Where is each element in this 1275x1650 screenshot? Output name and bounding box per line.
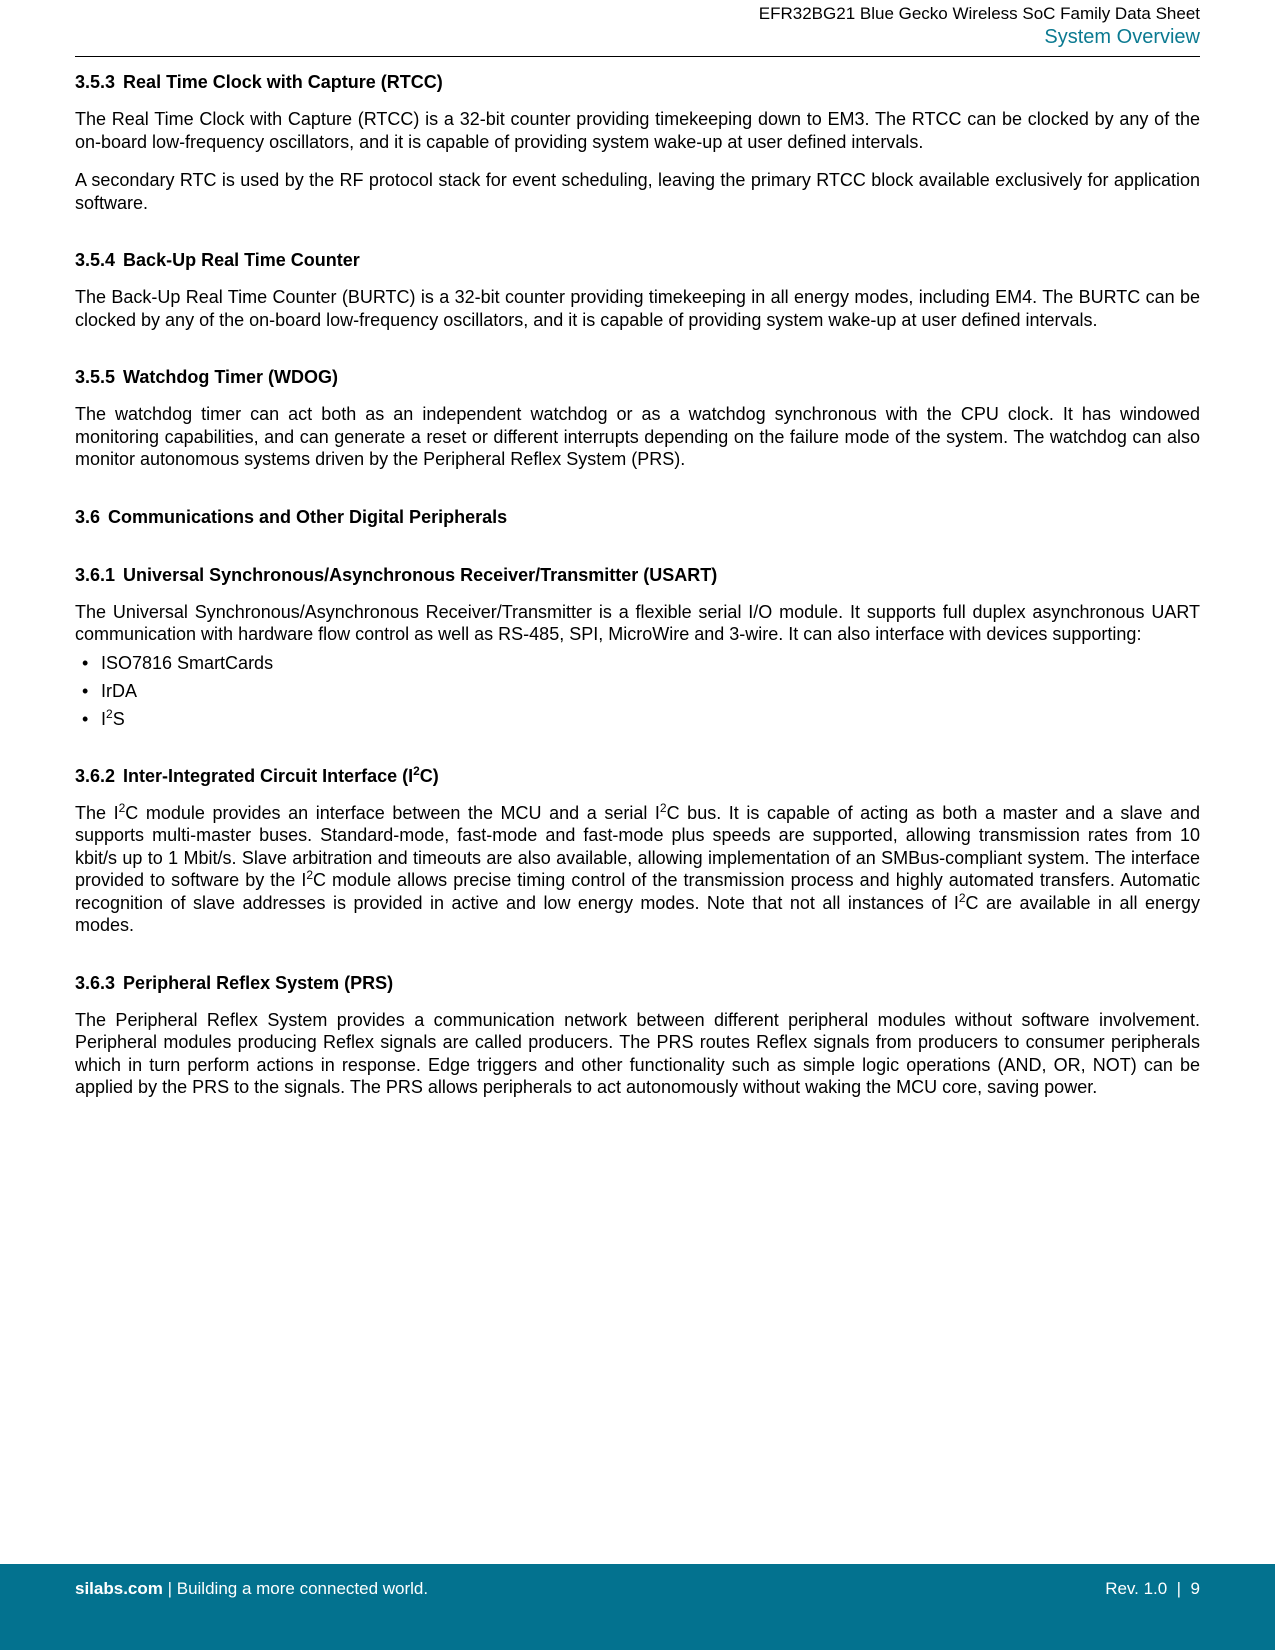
section-title: System Overview bbox=[1044, 26, 1200, 48]
footer-revision: Rev. 1.0 | 9 bbox=[1105, 1579, 1200, 1598]
footer-left bbox=[75, 1579, 428, 1599]
bullet: • bbox=[82, 680, 89, 701]
heading-text: Real Time Clock with Capture (RTCC) bbox=[123, 72, 443, 92]
heading-i2c bbox=[75, 764, 1200, 788]
heading-comms bbox=[75, 505, 1200, 529]
heading-prs bbox=[75, 971, 1200, 995]
section-burtc bbox=[75, 248, 1200, 331]
heading-number: 3.6.2 bbox=[75, 765, 116, 786]
page-header bbox=[75, 4, 1200, 57]
heading-text: Back-Up Real Time Counter bbox=[123, 250, 360, 270]
superscript: 2 bbox=[306, 868, 314, 882]
superscript: 2 bbox=[118, 800, 126, 815]
paragraph: The watchdog timer can act both as an independent watchdog or as a watchdog synchronous with the CPU clock. It has windowed monitoring capabilities, and can generate a reset or different interrupts depending on the failure mode of the system. The watchdog can also monitor autonomous systems driven by the Peripheral Reflex System (PRS). bbox=[75, 404, 1200, 469]
bullet-list bbox=[75, 652, 1200, 730]
list-item-text: I bbox=[101, 708, 107, 729]
bullet: • bbox=[82, 652, 89, 673]
heading-text: Watchdog Timer (WDOG) bbox=[123, 367, 339, 387]
list-item bbox=[75, 708, 1200, 730]
text-run: C bus. It is capable of acting as both a master and a slave and supports multi-master buses. Standard-mode, fast-mode and fast-mode plus speeds are supported, allowing transmission rates from 10 kbit/s up to 1 Mbit/s. Slave arbitration and timeouts are also available, allowing implementation of an SMBus-compliant system. The interface provided to software by the I bbox=[75, 802, 1200, 890]
footer-site-link[interactable]: silabs.com bbox=[75, 1579, 163, 1598]
heading-number: 3.6.1 bbox=[75, 564, 116, 585]
superscript: 2 bbox=[413, 763, 420, 778]
bullet: • bbox=[82, 708, 89, 729]
heading-number: 3.6 bbox=[75, 506, 101, 527]
heading-text: Inter-Integrated Circuit Interface (I bbox=[123, 765, 414, 786]
page-footer bbox=[0, 1564, 1275, 1650]
superscript: 2 bbox=[659, 800, 667, 815]
list-item bbox=[75, 680, 1200, 702]
heading-number: 3.5.5 bbox=[75, 367, 116, 387]
heading-number: 3.5.4 bbox=[75, 250, 116, 270]
section-prs bbox=[75, 971, 1200, 1099]
heading-number: 3.6.3 bbox=[75, 972, 116, 993]
heading-usart bbox=[75, 563, 1200, 587]
text-run: C module provides an interface between the MCU and a serial I bbox=[125, 802, 660, 823]
list-item-text: IrDA bbox=[101, 680, 137, 701]
paragraph: The Real Time Clock with Capture (RTCC) is a 32-bit counter providing timekeeping down to EM3. The RTCC can be clocked by any of the on-board low-frequency oscillators, and it is capable of providing system wake-up at user defined intervals. bbox=[75, 109, 1200, 152]
text-run: C are available in all energy modes. bbox=[75, 892, 1200, 935]
text-run: C module allows precise timing control of the transmission process and highly automated transfers. Automatic recognition of slave addresses is provided in active and low energy modes. Note that not all instances of I bbox=[75, 870, 1200, 913]
superscript: 2 bbox=[958, 890, 966, 905]
heading-text: Universal Synchronous/Asynchronous Receiver/Transmitter (USART) bbox=[123, 564, 718, 585]
paragraph: The Back-Up Real Time Counter (BURTC) is a 32-bit counter providing timekeeping in all energy modes, including EM4. The BURTC can be clocked by any of the on-board low-frequency oscillators, and it is capable of providing system wake-up at user defined intervals. bbox=[75, 287, 1200, 330]
heading-wdog bbox=[75, 365, 1200, 389]
section-i2c bbox=[75, 764, 1200, 937]
paragraph: A secondary RTC is used by the RF protocol stack for event scheduling, leaving the primary RTCC block available exclusively for application software. bbox=[75, 170, 1200, 213]
heading-text: Peripheral Reflex System (PRS) bbox=[123, 972, 394, 993]
heading-number: 3.5.3 bbox=[75, 72, 116, 92]
section-rtcc bbox=[75, 70, 1200, 214]
superscript: 2 bbox=[106, 706, 113, 721]
section-usart bbox=[75, 563, 1200, 730]
paragraph: The Peripheral Reflex System provides a communication network between different peripheral modules without software involvement. Peripheral modules producing Reflex signals are called producers. The PRS routes Reflex signals from producers to consumer peripherals which in turn perform actions in response. Edge triggers and other functionality such as simple logic operations (AND, OR, NOT) can be applied by the PRS to the signals. The PRS allows peripherals to act autonomously without waking the MCU core, saving power. bbox=[75, 1009, 1200, 1097]
list-item-text: ISO7816 SmartCards bbox=[101, 652, 274, 673]
text-run: The I bbox=[75, 802, 119, 823]
paragraph: The Universal Synchronous/Asynchronous Receiver/Transmitter is a flexible serial I/O module. It supports full duplex asynchronous UART communication with hardware flow control as well as RS-485, SPI, MicroWire and 3-wire. It can also interface with devices supporting: bbox=[75, 601, 1200, 644]
heading-text: C) bbox=[419, 765, 439, 786]
section-comms bbox=[75, 505, 1200, 529]
section-wdog bbox=[75, 365, 1200, 471]
paragraph bbox=[75, 802, 1200, 937]
heading-rtcc bbox=[75, 70, 1200, 94]
list-item bbox=[75, 652, 1200, 674]
footer-tagline: | Building a more connected world. bbox=[162, 1579, 429, 1598]
page-content bbox=[75, 70, 1200, 1133]
heading-text: Communications and Other Digital Peripherals bbox=[108, 506, 508, 527]
document-title: EFR32BG21 Blue Gecko Wireless SoC Family Data Sheet bbox=[758, 4, 1200, 23]
heading-burtc bbox=[75, 248, 1200, 272]
list-item-text: S bbox=[112, 708, 125, 729]
